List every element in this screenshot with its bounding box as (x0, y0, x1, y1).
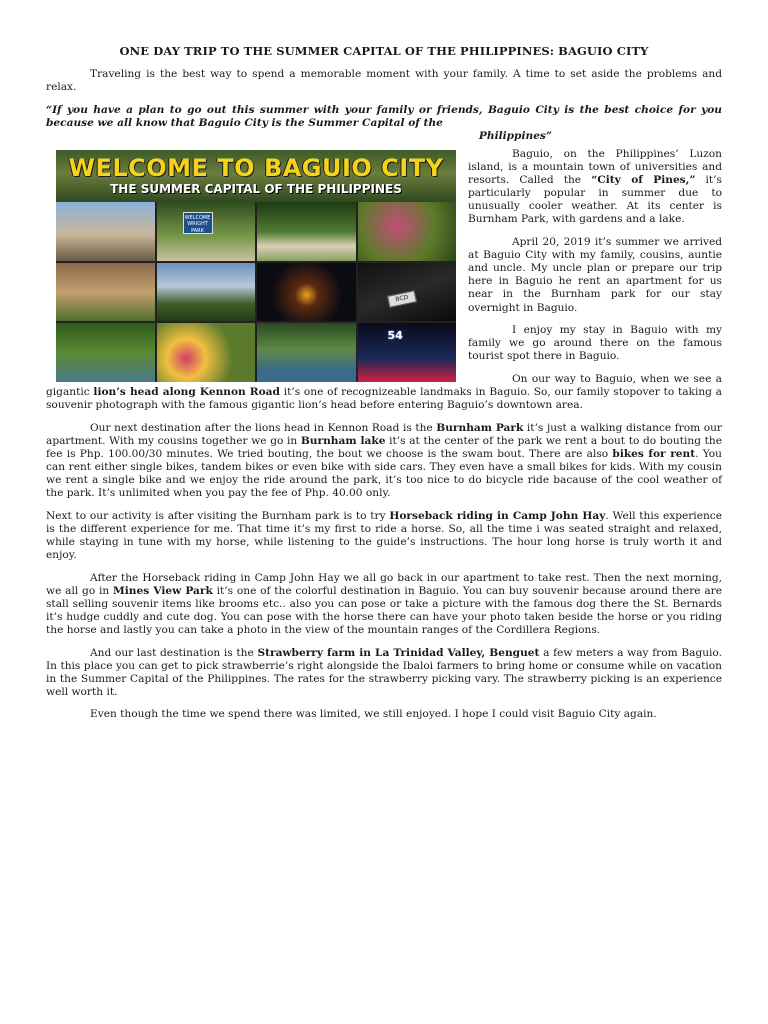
photo-night-sign (358, 323, 457, 382)
collage-banner (56, 150, 456, 202)
horseback-emphasis: Horseback riding in Camp John Hay (389, 509, 606, 522)
photo-street (56, 263, 155, 322)
p5-text-g: . You can rent either single bikes, tandem bikes or even bike with side cars. They even have a small bikes for kids. With my cousin we rent a single bike and we enjoy the ride around the park, it’s too nice to do bicycle ride bacause of the cool weather of the park. It’s unlimited when you pay the fee of Php. 40.00 only. (46, 447, 722, 500)
p4-text-a: On our way to Baguio, when we see a gigantic (46, 372, 722, 398)
intro-paragraph: Traveling is the best way to spend a memorable moment with your family. A time to set aside the problems and relax. (46, 68, 722, 94)
photo-mountain-view (157, 263, 256, 322)
photo-night-car (358, 263, 457, 322)
mines-view-emphasis: Mines View Park (113, 584, 213, 597)
paragraph-mines-view (46, 572, 722, 637)
burnham-park-emphasis: Burnham Park (436, 421, 524, 434)
lions-head-emphasis: lion’s head along Kennon Road (93, 385, 280, 398)
p4-text-c: it’s one of recognizeable landmaks in Baguio. So, our family stopover to taking a souvenir photograph with the famous gigantic lion’s head before entering Baguio’s downtown area. (46, 385, 722, 412)
side-paragraph-3: I enjoy my stay in Baguio with my family we go around there on the famous tourist spot there in Baguio. (468, 324, 722, 363)
bikes-for-rent-emphasis: bikes for rent (612, 447, 696, 460)
burnham-lake-emphasis: Burnham lake (300, 434, 386, 447)
p6-text-a: Next to our activity is after visiting the Burnham park is to try (46, 509, 390, 522)
quote-paragraph (46, 104, 722, 143)
p5-text-c: it’s just a walking distance from our apartment. With my cousins together we go in (46, 421, 722, 447)
photo-mansion (257, 202, 356, 261)
strawberry-farm-emphasis: Strawberry farm in La Trinidad Valley, Benguet (257, 646, 540, 659)
photo-night-lights (257, 263, 356, 322)
photo-garden-pond (56, 323, 155, 382)
paragraph-strawberry-farm (46, 647, 722, 699)
license-plate: BCD (387, 290, 417, 308)
photo-wright-park (157, 202, 256, 261)
quote-text: “If you have a plan to go out this summer with your family or friends, Baguio City is the best choice for you because we all know that Baguio City is the Summer Capital of the (46, 103, 722, 129)
quote-end: Philippines” (478, 129, 552, 142)
collage-banner-title: WELCOME TO BAGUIO CITY (68, 153, 444, 182)
photo-cathedral (56, 202, 155, 261)
p8-text-a: And our last destination is the (90, 646, 258, 659)
wright-park-sign: WELCOME WRIGHT PARK (183, 212, 213, 234)
paragraph-horseback (46, 510, 722, 562)
document-title: ONE DAY TRIP TO THE SUMMER CAPITAL OF THE PHILIPPINES: BAGUIO CITY (119, 44, 649, 58)
baguio-photo-collage (56, 150, 456, 382)
paragraph-burnham-park (46, 422, 722, 501)
side-p1-text-a: Baguio, on the Philippines’ Luzon island, is a mountain town of universities and resorts. Called the (468, 147, 722, 187)
neon-sign: 54 (387, 329, 403, 343)
p7-text-c: it’s one of the colorful destination in Baguio. You can buy souvenir because around there are stall selling souvenir items like brooms etc.. also you can pose or take a picture with the famous dog there the St. Bernards it’s hudge cuddly and cute dog. You can pose with the horse there can have your photo taken beside the horse or you riding the horse and lastly you can take a photo in the view of the mountain ranges of the Cordillera Regions. (46, 584, 722, 636)
side-paragraph-2: April 20, 2019 it’s summer we arrived at Baguio City with my family, cousins, auntie and uncle. My uncle plan or prepare our trip here in Baguio he rent an apartment for us near in the Burnham park for our stay overnight in Baguio. (468, 236, 722, 314)
p7-text-a: After the Horseback riding in Camp John Hay we all go back in our apartment to take rest. Then the next morning, we all go in (46, 571, 722, 597)
p6-text-c: . Well this experience is the different experience for me. That time it’s my first to ride a horse. So, all the time i was seated straight and relaxed, while staying in tune with my horse, while listening to the guide’s instructions. The hour long horse is truly worth it and enjoy. (46, 509, 722, 561)
p8-text-c: a few meters a way from Baguio. In this place you can get to pick strawberrie’s right alongside the Ibaloi farmers to bring home or consume while on vacation in the Summer Capital of the Philippines. The rates for the strawberry picking vary. The strawberry picking is an experience well worth it. (46, 646, 722, 698)
photo-flower-market (157, 323, 256, 382)
p5-text-e: it’s at the center of the park we rent a bout to do bouting the fee is Php. 100.00/30 minutes. We tried bouting, the bout we choose is the swam bout. There are also (46, 434, 722, 460)
p5-text-a: Our next destination after the lions head in Kennon Road is the (90, 421, 437, 434)
collage-banner-subtitle: THE SUMMER CAPITAL OF THE PHILIPPINES (110, 181, 402, 196)
city-of-pines-emphasis: “City of Pines,” (591, 174, 696, 187)
side-p1-text-c: it’s particularly popular in summer due to unusually cooler weather. At its center is Burnham Park, with gardens and a lake. (468, 174, 722, 226)
photo-flowers (358, 202, 457, 261)
paragraph-conclusion: Even though the time we spend there was limited, we still enjoyed. I hope I could visit Baguio City again. (90, 708, 657, 721)
photo-burnham-lake (257, 323, 356, 382)
collage-grid (56, 202, 456, 382)
